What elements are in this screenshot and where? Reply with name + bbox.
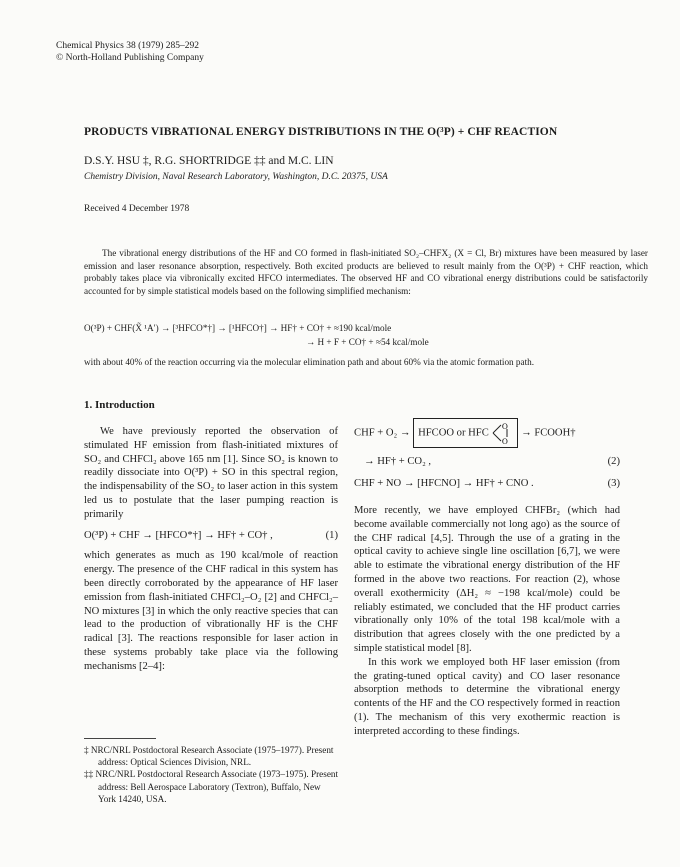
article-title: PRODUCTS VIBRATIONAL ENERGY DISTRIBUTIONS IN THE O(³P) + CHF REACTION bbox=[84, 126, 558, 138]
journal-citation: Chemical Physics 38 (1979) 285–292 bbox=[56, 41, 200, 51]
publisher-line: © North-Holland Publishing Company bbox=[56, 53, 204, 63]
equation-1 bbox=[84, 529, 338, 543]
equation-2-text: → HF† + CO₂ , bbox=[364, 456, 432, 467]
equation-1-text: O(³P) + CHF → [HFCO*†] → HF† + CO† , bbox=[84, 529, 273, 541]
intro-paragraph-2: which generates as much as 190 kcal/mole of reaction energy. The presence of the CHF radical in this system has been directly corroborated by the appearance of HF laser emission from flash-initiated CHFCl₂–O₂ [2] and CHFCl₂–NO mixtures [3] in which the only reactive species that can lead to the production of vibrationally HF is the CHF radical [3]. The reactions responsible for laser action in these systems probably take place via the following mechanisms [2–4]: bbox=[84, 550, 338, 672]
footnote-1: ‡ NRC/NRL Postdoctoral Research Associate (1975–1977). Present address: Optical Sciences Division, NRL. bbox=[84, 745, 334, 768]
mechanism-1-intermediate bbox=[413, 418, 518, 448]
right-paragraph-2: In this work we employed both HF laser emission (from the grating-tuned optical cavity) and CO laser resonance absorption methods to determine the vibrational energy contents of the HF and the CO respectively formed in reaction (1). The mechanism of this very exothermic reaction is interpreted according to these findings. bbox=[354, 656, 620, 737]
abstract-body: The vibrational energy distributions of the HF and CO formed in flash-initiated SO₂–CHFX₂ (X = Cl, Br) mixtures have been measured by laser emission and laser resonance absorption, respectively. Both excited products are believed to result mainly from the O(³P) + CHF reaction, which probably takes place via vibronically excited HFCO intermediates. The observed HF and CO vibrational energy distributions could be satisfactorily accounted for by simple statistical models based on the following simplified mechanism: bbox=[84, 248, 648, 296]
equation-2-number: (2) bbox=[607, 456, 620, 467]
equation-3-number: (3) bbox=[607, 478, 620, 489]
intro-paragraph-1: We have previously reported the observation of stimulated HF emission from flash-initiated mixtures of SO₂ and CHFCl₂ above 165 nm [1]. Since SO₂ is known to readily dissociate into O(³P) + SO in this spectral region, the indispensability of the SO₂ to laser action in this system led us to postulate that the laser pumping reaction is primarily bbox=[84, 426, 338, 520]
svg-text:O: O bbox=[502, 422, 509, 431]
right-paragraph-1: More recently, we have employed CHFBr₂ (which had become available commercially not long ago) as the source of the CHF radical [4,5]. Through the use of a grating in the optical cavity to achieve single line oscillation [6,7], we were able to estimate the vibrational energy distribution of the HF formed in the above two reactions. For reaction (2), whose overall exothermicity (ΔH₂ ≈ −198 kcal/mole) could be reliably estimated, we concluded that the HF product carries vibrationally only 10% of the total 198 kcal/mole with a distribution that agrees closely with the one predicted by a simple statistical model [8]. bbox=[354, 505, 620, 654]
mechanism-row-1 bbox=[354, 418, 620, 448]
equation-3-text: CHF + NO → [HFCNO] → HF† + CNO . bbox=[354, 478, 534, 489]
mechanism-1-product: → FCOOH† bbox=[521, 427, 576, 439]
abstract bbox=[84, 247, 648, 297]
peroxide-ring-icon bbox=[491, 421, 513, 445]
right-column bbox=[354, 504, 620, 739]
article-authors: D.S.Y. HSU ‡, R.G. SHORTRIDGE ‡‡ and M.C. LIN bbox=[84, 155, 334, 167]
author-affiliation: Chemistry Division, Naval Research Laboratory, Washington, D.C. 20375, USA bbox=[84, 172, 388, 182]
abstract-conclusion: with about 40% of the reaction occurring via the molecular elimination path and about 60% via the atomic formation path. bbox=[84, 357, 535, 367]
abstract-mechanism-line-1: O(³P) + CHF(X̃ ¹A′) → [³HFCO*†] → [¹HFCO†] → HF† + CO† + ≈190 kcal/mole bbox=[84, 323, 392, 333]
footnote-divider bbox=[84, 738, 156, 739]
received-date: Received 4 December 1978 bbox=[84, 204, 190, 214]
mechanism-1-intermediate-text: HFCOO or HFC bbox=[418, 427, 489, 439]
footnote-2: ‡‡ NRC/NRL Postdoctoral Research Associate (1973–1975). Present address: Bell Aerospace Laboratory (Textron), Buffalo, New York 14240, USA. bbox=[84, 769, 339, 804]
left-column bbox=[84, 425, 338, 674]
svg-text:O: O bbox=[502, 437, 509, 445]
journal-header bbox=[56, 40, 204, 64]
footnotes bbox=[84, 744, 340, 805]
equation-1-number: (1) bbox=[325, 529, 338, 541]
mechanism-1-reactants: CHF + O₂ → bbox=[354, 427, 411, 439]
mechanism-row-2 bbox=[354, 456, 620, 467]
section-heading-introduction: 1. Introduction bbox=[84, 399, 155, 411]
abstract-mechanism-line-2: → H + F + CO† + ≈54 kcal/mole bbox=[306, 337, 429, 347]
mechanism-row-3 bbox=[354, 478, 620, 489]
